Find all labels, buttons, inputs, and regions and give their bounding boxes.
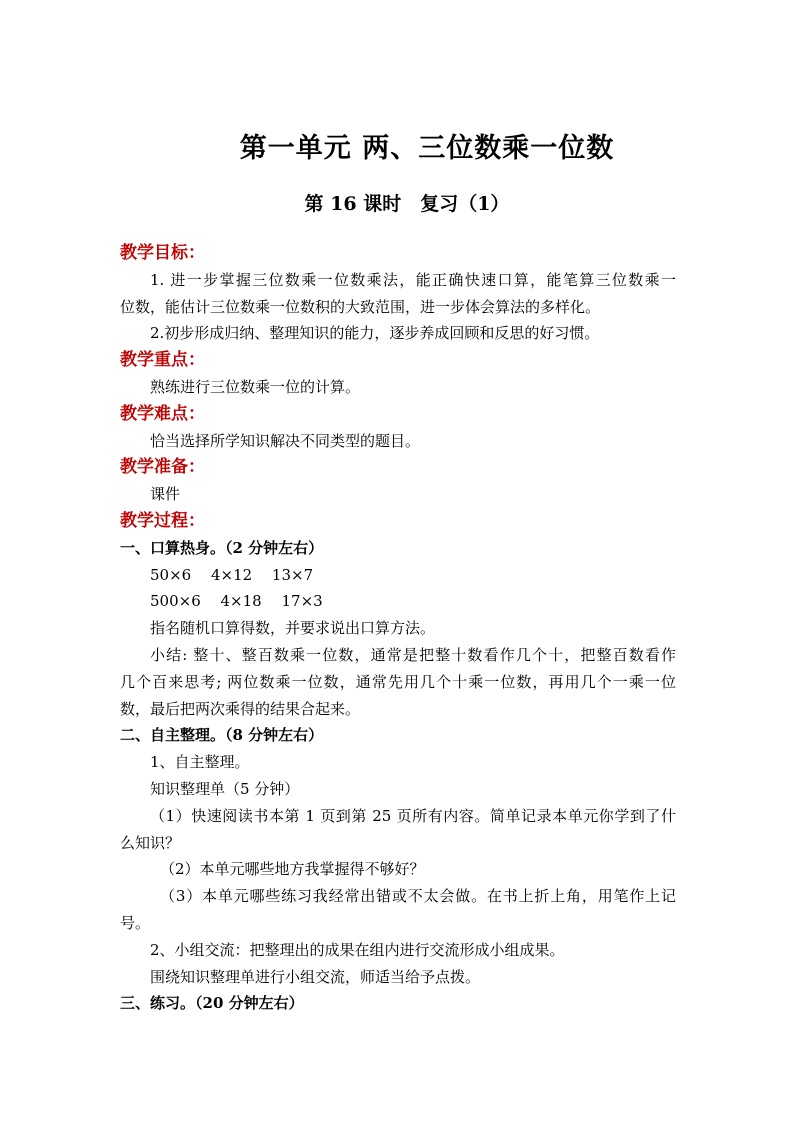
body-line: 小结: 整十、整百数乘一位数，通常是把整十数看作几个十，把整百数看作 <box>150 645 676 664</box>
lesson-subtitle: 第 16 课时 复习（1） <box>304 193 510 215</box>
body-line: 2、小组交流：把整理出的成果在组内进行交流形成小组成果。 <box>150 940 565 959</box>
body-line: 指名随机口算得数，并要求说出口算方法。 <box>150 619 436 638</box>
body-line: 位数，能估计三位数乘一位数积的大致范围，进一步体会算法的多样化。 <box>120 297 601 316</box>
step-heading: 二、自主整理。（8 分钟左右） <box>120 726 324 745</box>
body-line: 几个百来思考; 两位数乘一位数，通常先用几个十乘一位数，再用几个一乘一位 <box>120 672 676 691</box>
body-line: 么知识？ <box>120 833 181 852</box>
body-line: 1、自主整理。 <box>150 753 250 772</box>
lesson-body <box>120 240 676 1017</box>
body-line: 数，最后把两次乘得的结果合起来。 <box>120 699 361 718</box>
body-line: 1. 进一步掌握三位数乘一位数乘法，能正确快速口算，能笔算三位数乘一 <box>150 270 676 289</box>
section-heading: 教学难点： <box>120 403 205 424</box>
body-line: 恰当选择所学知识解决不同类型的题目。 <box>150 431 421 450</box>
body-line: 50×6 4×12 13×7 <box>150 565 314 584</box>
section-heading: 教学重点： <box>120 350 205 371</box>
body-line: （3）本单元哪些练习我经常出错或不太会做。在书上折上角，用笔作上记 <box>160 887 676 906</box>
body-line: 知识整理单（5 分钟） <box>150 779 300 798</box>
body-line: 课件 <box>150 485 181 504</box>
body-line: （2）本单元哪些地方我掌握得不够好？ <box>160 860 425 879</box>
body-line: 熟练进行三位数乘一位的计算。 <box>150 377 361 396</box>
step-heading: 一、口算热身。（2 分钟左右） <box>120 538 324 557</box>
body-line: 500×6 4×18 17×3 <box>150 592 323 611</box>
section-heading: 教学过程： <box>120 510 205 531</box>
unit-title: 第一单元 两、三位数乘一位数 <box>239 133 615 164</box>
step-heading: 三、练习。（20 分钟左右） <box>120 994 304 1013</box>
body-line: 2.初步形成归纳、整理知识的能力，逐步养成回顾和反思的好习惯。 <box>150 324 600 343</box>
section-heading: 教学准备： <box>120 457 205 478</box>
section-heading: 教学目标： <box>120 243 205 263</box>
body-line: （1）快速阅读书本第 1 页到第 25 页所有内容。简单记录本单元你学到了什 <box>150 806 676 825</box>
body-line: 号。 <box>120 913 151 932</box>
body-line: 围绕知识整理单进行小组交流，师适当给予点拨。 <box>150 967 481 986</box>
